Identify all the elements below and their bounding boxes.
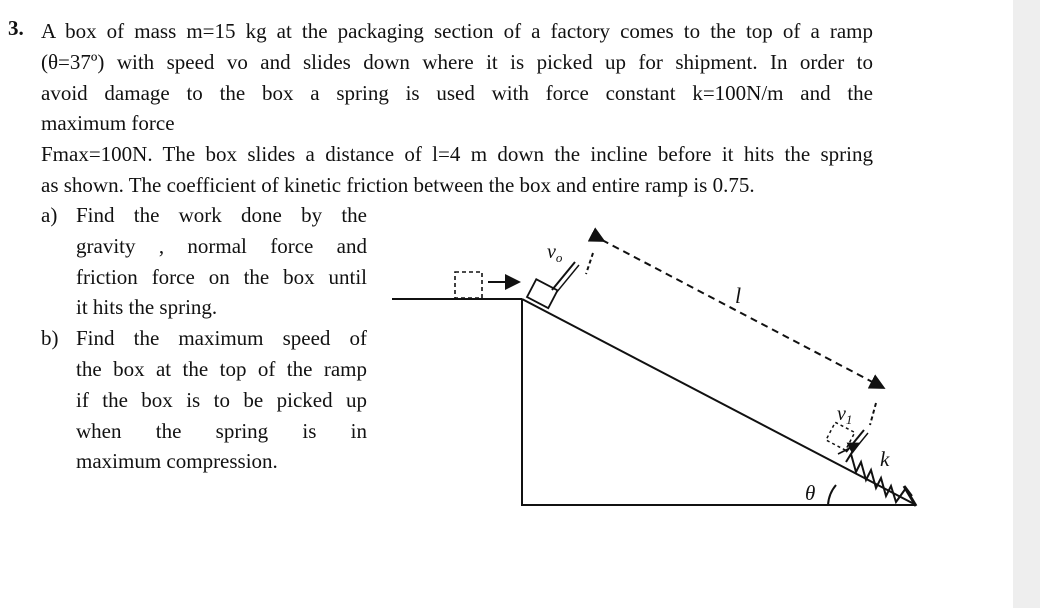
statement-line-5: Fmax=100N. The box slides a distance of l=4 m down the incline before it hits the spring [41,142,873,167]
part-a [41,200,367,323]
v0-label: $v_o$ [547,241,563,265]
part-b-line: Find the maximum speed of [76,326,367,351]
ramp-incline [522,299,916,505]
v0-marker [552,262,575,290]
v0-marker-2 [556,265,579,293]
theta-arc [828,485,836,505]
part-b-line: the box at the top of the ramp [76,356,367,381]
statement-line-4: maximum force [41,111,175,136]
part-a-line: friction force on the box until [76,264,367,289]
part-b-label: b) [41,326,59,351]
problem-number: 3. [8,16,24,40]
problem-statement [41,16,873,201]
part-a-line: gravity , normal force and [76,233,367,258]
ramp-figure [380,220,940,520]
part-a-line: it hits the spring. [76,295,218,320]
part-b-line: when the spring is in [76,418,367,443]
statement-line-1: A box of mass m=15 kg at the packaging section of a factory comes to the top of a ramp [41,19,873,43]
statement-line-6: as shown. The coefficient of kinetic friction between the box and entire ramp is 0.75. [41,172,755,197]
part-b-line: maximum compression. [76,449,278,474]
part-a-line: Find the work done by the [76,203,367,227]
part-a-label: a) [41,203,58,227]
statement-line-2: (θ=37º) with speed vo and slides down where it is picked up for shipment. In order to [41,49,873,74]
spring-wall [904,486,916,506]
length-arrow [602,240,882,387]
dashed-box [455,272,482,298]
length-end-tick-top [586,253,593,274]
part-b-line: if the box is to be picked up [76,387,367,412]
length-end-tick-bottom [870,403,876,425]
k-label: k [880,447,890,471]
theta-label: θ [805,481,816,505]
question-parts [41,200,367,477]
part-b [41,323,367,477]
statement-line-3: avoid damage to the box a spring is used with force constant k=100N/m and the [41,80,873,105]
l-label: l [735,283,742,308]
page-gutter [1013,0,1040,608]
spring [846,454,912,502]
ramp-diagram [380,220,940,520]
v1-label: $v_1$ [837,403,853,427]
